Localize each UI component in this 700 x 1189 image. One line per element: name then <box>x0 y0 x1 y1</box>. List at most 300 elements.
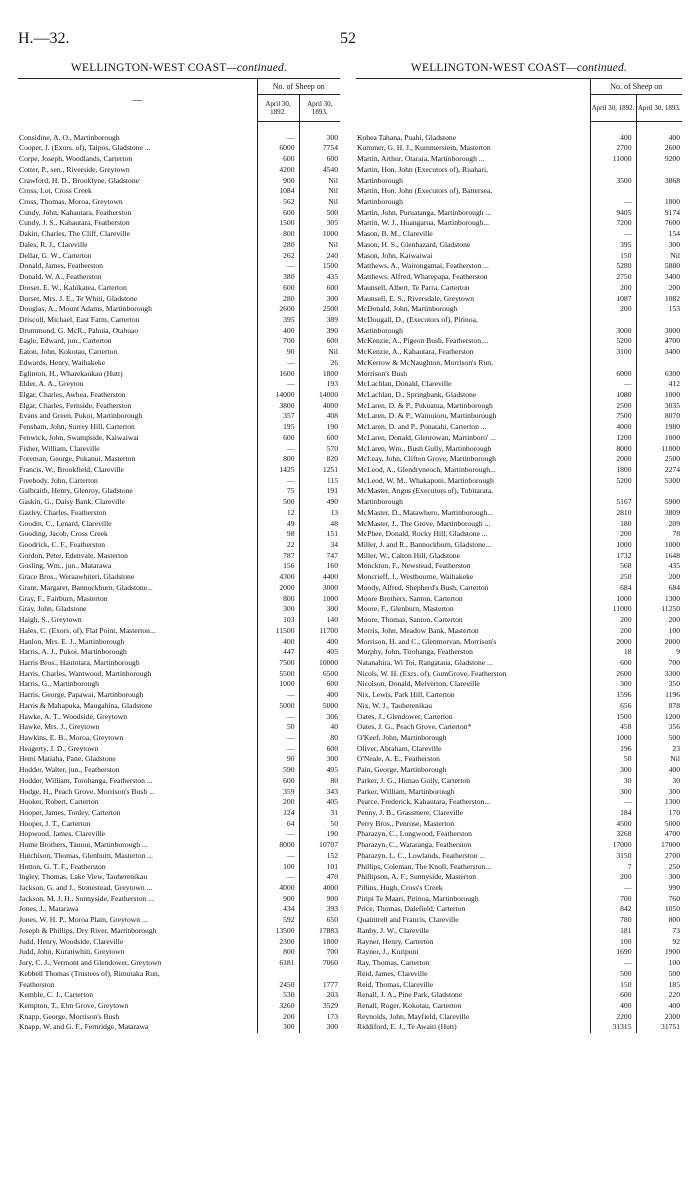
table-row <box>356 369 682 380</box>
table-row <box>356 926 682 937</box>
owner-entry: Harris & Mahapuka, Maugahina, Gladstone <box>19 700 153 710</box>
sheep-1892: 12 <box>257 508 299 519</box>
sheep-1893: 5300 <box>664 475 680 485</box>
owner-entry: Edwards, Henry, Waihakeke <box>19 357 106 367</box>
sheep-1893: 990 <box>668 883 680 893</box>
sheep-1892: 156 <box>257 561 299 572</box>
table-row <box>18 637 340 648</box>
sheep-1893: 92 <box>672 936 680 946</box>
owner-entry: McLeod, A., Glendryneoch, Martinborough... <box>357 465 496 474</box>
sheep-1892: 3150 <box>590 851 636 862</box>
owner-entry: Cotter, P., sen., Riverside, Greytown <box>19 164 130 174</box>
sheep-1892: 200 <box>257 797 299 808</box>
sheep-1893: 200 <box>668 615 680 625</box>
sheep-1892: 400 <box>257 637 299 648</box>
owner-entry: Hawke, Mrs. J., Greytown <box>19 722 100 732</box>
table-row <box>18 347 340 358</box>
table-row <box>18 486 340 497</box>
owner-entry: McMaster, D., Matawhero, Martinborough... <box>357 507 493 517</box>
sheep-1893: 193 <box>326 379 338 389</box>
sheep-1892: 780 <box>590 915 636 926</box>
sheep-1892: 800 <box>257 454 299 465</box>
table-row <box>18 862 340 873</box>
right-table-header <box>356 78 682 122</box>
sheep-1892 <box>257 969 299 980</box>
sheep-1893: 170 <box>668 808 680 817</box>
sheep-1893: 1000 <box>322 593 338 603</box>
sheep-1892: 200 <box>590 626 636 637</box>
sheep-1893: 173 <box>326 1011 338 1021</box>
sheep-1892: 11500 <box>257 626 299 637</box>
sheep-1893: 1050 <box>664 904 680 914</box>
sheep-1893: Nil <box>328 186 338 196</box>
sheep-1893: 3300 <box>664 668 680 678</box>
owner-entry: Hemi Matiaha, Pane, Gladstone <box>19 754 116 764</box>
owner-entry: Dorset, E. W., Kahikatea, Carterton <box>19 282 127 292</box>
table-row <box>356 476 682 487</box>
sheep-1893: 30 <box>672 775 680 785</box>
sheep-1893: 650 <box>326 915 338 925</box>
sheep-1892: 90 <box>257 347 299 358</box>
sheep-1893: 5900 <box>664 497 680 507</box>
sheep-1893: Nil <box>328 239 338 249</box>
sheep-1892: 200 <box>590 283 636 294</box>
sheep-1893: 10707 <box>319 840 338 850</box>
sheep-1892: 14000 <box>257 390 299 401</box>
owner-entry: Freebody, John, Carterton <box>19 475 98 485</box>
sheep-1893: 1200 <box>664 711 680 721</box>
owner-entry: Maunsell, Albert, Te Parra, Carterton <box>357 282 470 292</box>
owner-entry: Moore, F., Glenburn, Masterton <box>357 604 454 614</box>
sheep-1893: 412 <box>668 379 680 389</box>
sheep-1892: 11000 <box>590 154 636 165</box>
owner-entry: Reynolds, John, Mayfield, Clareville <box>357 1011 470 1021</box>
table-row <box>18 604 340 615</box>
right-column <box>356 58 682 1033</box>
sheep-1892: 900 <box>257 894 299 905</box>
table-row <box>356 980 682 991</box>
sheep-1893: 17883 <box>319 925 338 935</box>
sheep-1893: 300 <box>326 1022 338 1032</box>
sheep-1892: — <box>257 872 299 883</box>
sheep-1892: 684 <box>590 583 636 594</box>
table-row <box>356 872 682 883</box>
sheep-1892: — <box>590 197 636 208</box>
sheep-1892: 3800 <box>257 401 299 412</box>
table-row <box>18 808 340 819</box>
table-row <box>356 154 682 165</box>
sheep-1893: 1777 <box>322 979 338 989</box>
table-row <box>18 540 340 551</box>
owner-entry: McLeod, W. M., Whakaponi, Martinborough <box>357 475 494 485</box>
table-row <box>18 294 340 305</box>
sheep-1892: 600 <box>590 990 636 1001</box>
sheep-1892: — <box>590 229 636 240</box>
table-row <box>356 958 682 969</box>
owner-entry: Price, Thomas, Dalefield, Carterton <box>357 904 466 914</box>
owner-entry: Heagerty, J. D., Greytown <box>19 743 99 753</box>
sheep-1893: 11250 <box>661 604 680 614</box>
owner-entry: Gray, John, Gladstone <box>19 604 87 614</box>
owner-entry: Reid, Thomas, Clareville <box>357 979 434 989</box>
sheep-1893: 900 <box>326 893 338 903</box>
table-row <box>356 765 682 776</box>
sheep-1893: 191 <box>326 486 338 496</box>
table-row <box>356 572 682 583</box>
table-row <box>18 754 340 765</box>
sheep-1893: 78 <box>672 529 680 539</box>
sheep-1892: 2500 <box>590 401 636 412</box>
owner-entry: Jury, C. J., Vermont and Glendower, Greytown <box>19 958 162 968</box>
owner-entry: Moncrieff, J., Westbourne, Waihakeke <box>357 572 474 582</box>
sheep-1893: 400 <box>668 765 680 775</box>
sheep-1892 <box>590 486 636 497</box>
sheep-1893: 356 <box>668 722 680 732</box>
owner-entry: Kempton, T., Elm Grove, Greytown <box>19 1000 129 1010</box>
owner-entry: Moore Brothers, Santon, Carterton <box>357 593 463 603</box>
owner-entry: Natanahira, Wi Toi, Rangataua, Gladstone ... <box>357 657 493 667</box>
left-sheep-table <box>18 122 340 1033</box>
sheep-1892: 6000 <box>590 369 636 380</box>
owner-entry: Nix, Lewis, Park Hill, Carterton <box>357 690 455 700</box>
owner-entry: Monckton, F., Newstead, Featherston <box>357 561 471 571</box>
sheep-1892: — <box>590 883 636 894</box>
sheep-1892: 3100 <box>590 347 636 358</box>
sheep-1892: 2700 <box>590 143 636 154</box>
left-column-title: WELLINGTON-WEST COAST—continued. <box>70 62 288 74</box>
sheep-1893: 2000 <box>664 636 680 646</box>
sheep-1892: 1087 <box>590 294 636 305</box>
sheep-1892 <box>590 358 636 369</box>
sheep-1893: 3000 <box>664 325 680 335</box>
table-row <box>18 304 340 315</box>
table-row <box>356 561 682 572</box>
sheep-1893 <box>636 186 682 197</box>
table-row <box>18 261 340 272</box>
owner-entry: Morrison, H. and C., Glenmorvan, Morrison's <box>357 636 497 646</box>
sheep-1892: 2200 <box>590 1012 636 1023</box>
sheep-1892: 1500 <box>257 218 299 229</box>
sheep-1892: 800 <box>257 947 299 958</box>
sheep-1892: 590 <box>257 765 299 776</box>
table-row <box>356 969 682 980</box>
sheep-1892: 2600 <box>590 669 636 680</box>
sheep-1892: 1500 <box>590 712 636 723</box>
sheep-1893: 300 <box>668 786 680 796</box>
table-row <box>18 701 340 712</box>
owner-entry: Nicolson, Donald, Melverton, Clareville <box>357 679 480 689</box>
table-row <box>18 583 340 594</box>
sheep-1893: 80 <box>330 732 338 742</box>
table-row <box>356 326 682 337</box>
sheep-1893: 5000 <box>322 700 338 710</box>
sheep-1892: 842 <box>590 904 636 915</box>
owner-entry: Miller, J. and R., Bannockburn, Gladstone... <box>357 540 492 550</box>
owner-entry: Hodder, Walter, jun., Featherston <box>19 765 120 775</box>
owner-entry: Pearce, Frederick, Kahautara, Featherston... <box>357 797 491 807</box>
owner-entry: Morris, John, Meadow Bank, Masterton <box>357 625 479 635</box>
owner-entry: McLeay, John, Clifton Grove, Martinborough <box>357 454 496 464</box>
sheep-1893: 1800 <box>664 197 680 207</box>
table-row <box>356 486 682 497</box>
sheep-1892: 6000 <box>257 143 299 154</box>
sheep-1893: Nil <box>328 347 338 357</box>
table-row <box>18 283 340 294</box>
sheep-1893: 100 <box>668 625 680 635</box>
sheep-1892: 600 <box>257 776 299 787</box>
owner-entry: McMaster, Angus (Executors of), Tubitarata, <box>357 486 494 496</box>
sheep-1892: 5200 <box>590 476 636 487</box>
sheep-1892: 600 <box>257 433 299 444</box>
sheep-1892: 656 <box>590 701 636 712</box>
table-row <box>356 197 682 208</box>
owner-entry: Dakin, Charles, The Cliff, Clareville <box>19 229 130 239</box>
sheep-1893: 11700 <box>319 625 338 635</box>
sheep-1893: 700 <box>326 947 338 957</box>
sheep-1892: 150 <box>590 980 636 991</box>
sheep-1892: 1596 <box>590 690 636 701</box>
owner-entry: Renall, Roger, Kokotau, Carterton <box>357 1000 462 1010</box>
owner-entry: Grant, Margaret, Bannockburn, Gladstone... <box>19 582 153 592</box>
owner-entry: Knapp, W. and G. F., Fernridge, Matarawa <box>19 1022 149 1032</box>
table-row <box>356 840 682 851</box>
owner-entry: Corpe, Joseph, Woodlands, Carterton <box>19 154 133 164</box>
table-row <box>356 883 682 894</box>
table-row <box>18 947 340 958</box>
sheep-1892: — <box>257 851 299 862</box>
sheep-1892: — <box>257 379 299 390</box>
sheep-1892: 2000 <box>590 637 636 648</box>
owner-entry: Parker, William, Martinborough <box>357 786 455 796</box>
table-row <box>356 529 682 540</box>
owner-entry: Donald, W. A., Featherston <box>19 272 102 282</box>
owner-entry: Douglas, A., Mount Adams, Martinborough <box>19 304 152 314</box>
sheep-1893: 160 <box>326 561 338 571</box>
sheep-1893: 11000 <box>661 443 680 453</box>
sheep-1893: 300 <box>326 132 338 142</box>
owner-entry: Featherston <box>19 979 55 989</box>
owner-entry: Kebbell Thomas (Trustees of), Rimutaka Run, <box>19 968 160 978</box>
owner-entry: Eaton, John, Kokotau, Carterton <box>19 347 118 357</box>
table-row <box>18 872 340 883</box>
sheep-1893: 40 <box>330 722 338 732</box>
table-row <box>18 937 340 948</box>
owner-entry: McLaren, D. & P., Wainuioru, Martinborough <box>357 411 497 421</box>
sheep-1893: 4000 <box>322 883 338 893</box>
owner-entry: Pillins, Hugh, Cross's Creek <box>357 883 443 893</box>
sheep-1892: 1200 <box>590 433 636 444</box>
table-row <box>18 1012 340 1023</box>
owner-entry: Kemble, C. J., Carterton <box>19 990 94 1000</box>
sheep-1892: 1732 <box>590 551 636 562</box>
table-row <box>356 336 682 347</box>
sheep-1892: 300 <box>590 765 636 776</box>
sheep-1892: 150 <box>590 251 636 262</box>
sheep-1892: 380 <box>257 272 299 283</box>
owner-entry: Riddiford, E. J., Te Awaiti (Hutt) <box>357 1022 457 1032</box>
sheep-1893: 684 <box>668 582 680 592</box>
table-row <box>356 594 682 605</box>
sheep-1893: 408 <box>326 411 338 421</box>
owner-entry: Considine, A. O., Martinborough <box>19 132 120 142</box>
sheep-1892: 50 <box>590 754 636 765</box>
sheep-1893: 1000 <box>664 540 680 550</box>
sheep-1892: 5200 <box>590 336 636 347</box>
owner-entry: Driscoll, Michael, East Farm, Carterton <box>19 314 140 324</box>
sheep-1893: 3400 <box>664 272 680 282</box>
sheep-1892: 22 <box>257 540 299 551</box>
sheep-1892: 458 <box>590 722 636 733</box>
table-row <box>356 133 682 144</box>
sheep-1893: 73 <box>672 925 680 935</box>
owner-entry: McLachlan, Donald, Clareville <box>357 379 452 389</box>
sheep-1893: 1300 <box>664 797 680 807</box>
owner-entry: Ray, Thomas, Carterton <box>357 958 430 968</box>
sheep-1893: 343 <box>326 786 338 796</box>
sheep-1893: 1000 <box>664 432 680 442</box>
table-row <box>356 1012 682 1023</box>
owner-entry: Goodin, C., Lenard, Clareville <box>19 518 112 528</box>
sheep-1893: 405 <box>326 647 338 657</box>
sheep-1892: 300 <box>590 787 636 798</box>
sheep-1893: 495 <box>326 765 338 775</box>
owner-entry: Hawkins, E. B., Moroa, Greytown <box>19 732 124 742</box>
table-row <box>18 379 340 390</box>
sheep-1893: 250 <box>668 861 680 871</box>
left-column <box>18 58 340 1033</box>
table-row <box>18 240 340 251</box>
table-row <box>356 990 682 1001</box>
sheep-1892: — <box>257 444 299 455</box>
table-row <box>356 829 682 840</box>
sheep-1892: 357 <box>257 411 299 422</box>
owner-entry: Pharazyn, C., Longwood, Featherston <box>357 829 472 839</box>
table-row <box>18 326 340 337</box>
sheep-1892: 600 <box>257 154 299 165</box>
sheep-1893: 6300 <box>664 368 680 378</box>
owner-entry: Ingley, Thomas, Lake View, Tauherenikau <box>19 872 148 882</box>
sheep-1893: 300 <box>668 239 680 249</box>
table-row <box>18 819 340 830</box>
sheep-1892: 530 <box>257 990 299 1001</box>
sheep-1892: 400 <box>590 1001 636 1012</box>
table-row <box>18 669 340 680</box>
owner-entry: Eagle, Edward, jun., Carterton <box>19 336 112 346</box>
owner-entry: Hume Brothers, Tauuui, Martinborough ... <box>19 840 148 850</box>
owner-entry: Pain, George, Martinborough <box>357 765 447 775</box>
table-row <box>18 390 340 401</box>
right-sheep-table <box>356 122 682 1033</box>
owner-entry: Martinborough <box>357 325 403 335</box>
sheep-1892: 1084 <box>257 186 299 197</box>
sheep-1892: 5280 <box>590 261 636 272</box>
sheep-group-header: No. of Sheep on <box>590 79 682 95</box>
table-row <box>18 787 340 798</box>
sheep-1893: 1800 <box>322 936 338 946</box>
table-row <box>356 1022 682 1033</box>
owner-entry: Martin, John, Puruatanga, Martinborough ... <box>357 207 492 217</box>
owner-entry: Crawford, H. D., Brooklyne, Gladstone <box>19 175 140 185</box>
sheep-1893: 9174 <box>664 207 680 217</box>
sheep-1892: — <box>257 358 299 369</box>
table-row <box>356 422 682 433</box>
sheep-1892: 600 <box>257 208 299 219</box>
owner-entry: Knapp, George, Morrison's Bush <box>19 1011 120 1021</box>
sheep-1893: 48 <box>330 518 338 528</box>
page-header <box>0 30 700 52</box>
table-row <box>356 701 682 712</box>
sheep-1892: 250 <box>590 572 636 583</box>
sheep-1893: 4700 <box>664 829 680 839</box>
table-row <box>18 336 340 347</box>
sheep-1893: 17000 <box>661 840 680 850</box>
year-1892-header: April 30, 1892. <box>257 95 299 122</box>
owner-entry: Murphy, John, Tirohanga, Featherston <box>357 647 473 657</box>
sheep-1893: 50 <box>330 818 338 828</box>
owner-entry: Hooker, Robert, Carterton <box>19 797 99 807</box>
owner-entry: Fenwick, John, Swampside, Kaiwaiwai <box>19 432 139 442</box>
sheep-1893: 760 <box>668 893 680 903</box>
owner-entry: Donald, James, Featherston <box>19 261 103 271</box>
table-row <box>356 315 682 326</box>
sheep-1892: 98 <box>257 529 299 540</box>
table-row <box>356 433 682 444</box>
table-row <box>356 465 682 476</box>
sheep-1892: 2000 <box>257 583 299 594</box>
table-row <box>356 637 682 648</box>
table-row <box>18 765 340 776</box>
sheep-1892: 700 <box>590 894 636 905</box>
sheep-1892: 600 <box>590 658 636 669</box>
table-row <box>356 722 682 733</box>
table-row <box>356 401 682 412</box>
sheep-1892: 200 <box>590 872 636 883</box>
sheep-1892: 7200 <box>590 218 636 229</box>
owner-entry: Oliver, Abraham, Clareville <box>357 743 442 753</box>
table-row <box>356 937 682 948</box>
owner-entry: Cooper, J. (Exors. of), Taipos, Gladstone ... <box>19 143 151 153</box>
table-row <box>18 561 340 572</box>
table-row <box>18 411 340 422</box>
sheep-1892: — <box>590 379 636 390</box>
sheep-1893: 14000 <box>319 389 338 399</box>
sheep-1893: 393 <box>326 904 338 914</box>
table-row <box>356 186 682 197</box>
sheep-1893: 3809 <box>664 507 680 517</box>
sheep-1892: 8000 <box>590 444 636 455</box>
table-row <box>18 465 340 476</box>
owner-entry: Reid, James, Clareville <box>357 968 428 978</box>
sheep-1893: 390 <box>326 325 338 335</box>
table-row <box>356 604 682 615</box>
sheep-1893 <box>636 486 682 497</box>
sheep-1893: 7600 <box>664 218 680 228</box>
sheep-1892: 1000 <box>590 733 636 744</box>
sheep-1892 <box>590 165 636 176</box>
sheep-1893: 600 <box>326 432 338 442</box>
owner-entry: Harris, A. J., Pukoi, Martinborough <box>19 647 127 657</box>
sheep-1893: 490 <box>326 497 338 507</box>
sheep-1893: 400 <box>668 132 680 142</box>
sheep-1893: 700 <box>668 657 680 667</box>
owner-entry: Martin, Hon. John (Executors of), Ruahari, <box>357 164 488 174</box>
table-row <box>18 133 340 144</box>
table-row <box>356 733 682 744</box>
sheep-1892: 395 <box>257 315 299 326</box>
owner-entry: Matthews, Alfred, Wharepapa, Featherston <box>357 272 488 282</box>
sheep-1893: 600 <box>326 679 338 689</box>
owner-entry: Matthews, A., Wairongamai, Featherston ... <box>357 261 489 271</box>
